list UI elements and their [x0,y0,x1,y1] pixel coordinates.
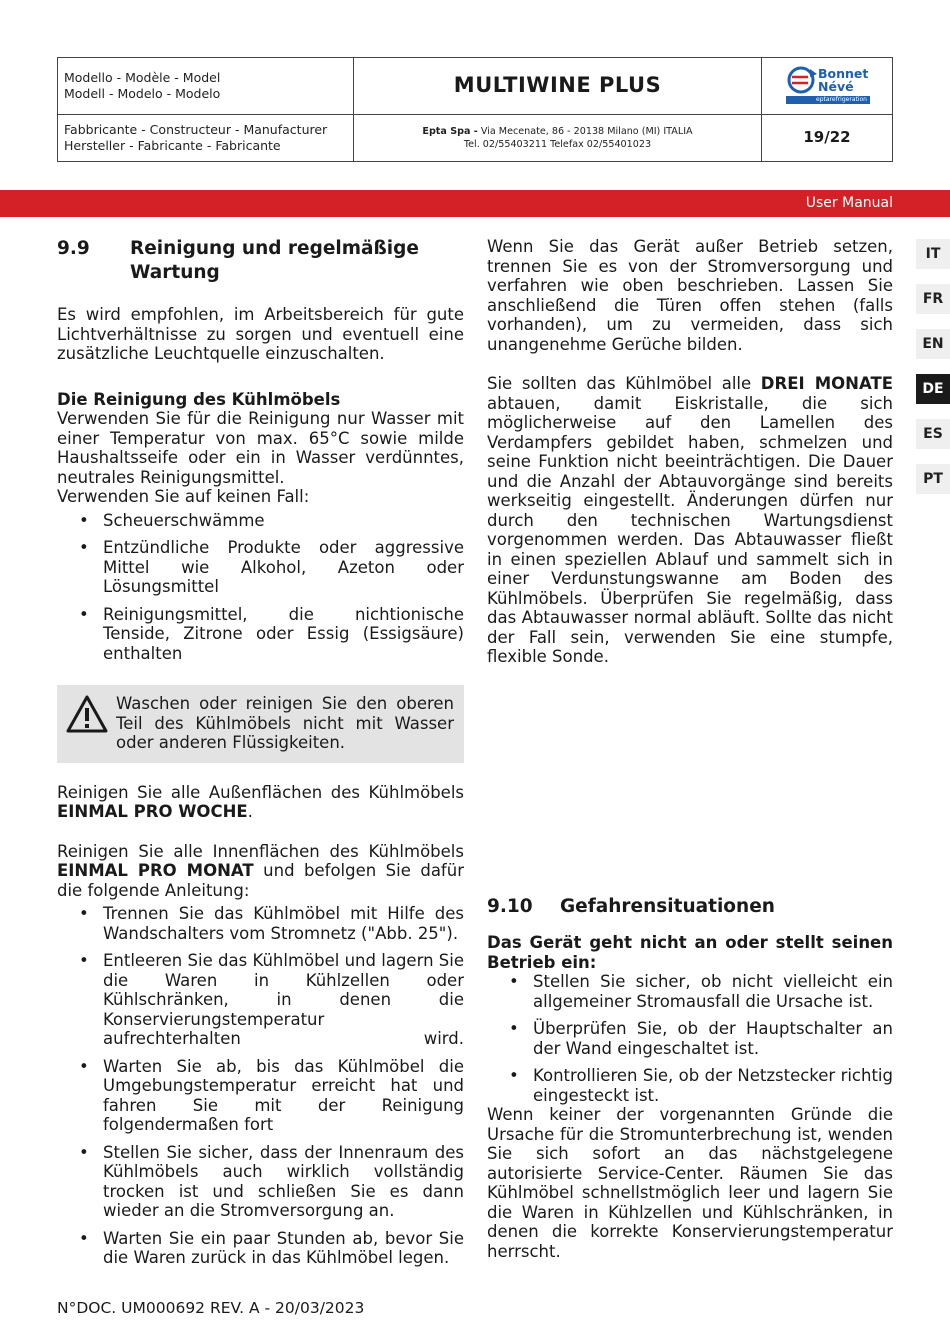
shutdown-paragraph: Wenn Sie das Gerät außer Betrieb setzen, trennen Sie es von der Stromversorgung und verfahren wie oben beschrieben. Lassen Sie anschließend die Türen offen stehen (falls vorhanden), um zu vermeiden, dass sich unangenehme Gerüche bilden. [487,237,893,354]
list-item: • Stellen Sie sicher, ob nicht vielleicht ein allgemeiner Stromausfall die Ursache ist. [487,972,893,1011]
list-item: • Reinigungsmittel, die nichtionische Tenside, Zitrone oder Essig (Essigsäure) enthalten [57,605,464,664]
right-column [487,237,893,667]
monthly-cleaning-paragraph: Reinigen Sie alle Innenflächen des Kühlmöbels EINMAL PRO MONAT und befolgen Sie dafür die folgende Anleitung: [57,841,464,900]
list-item: • Überprüfen Sie, ob der Hauptschalter an der Wand eingeschaltet ist. [487,1019,893,1058]
list-item: • Entleeren Sie das Kühlmöbel und lagern Sie die Waren in Kühlzellen oder Kühlschränken, in denen die Konservierungstemperatur aufrechterhalten wird. [57,951,464,1049]
lang-tab-fr[interactable]: FR [916,284,950,314]
page-number: 19/22 [803,128,851,146]
section-heading-9-9: 9.9 Reinigung und regelmäßige Wartung [57,238,419,283]
model-label: Modello - Modèle - Model Modell - Modelo - Modelo [64,70,221,101]
manufacturer-label: Fabbricante - Constructeur - Manufacturer Hersteller - Fabricante - Fabricante [64,122,328,153]
lang-tab-es[interactable]: ES [916,419,950,449]
check-list [487,972,893,1105]
lang-tab-de[interactable]: DE [916,374,950,404]
section-band [0,190,950,217]
user-manual-label: User Manual [805,195,893,211]
list-item: • Trennen Sie das Kühlmöbel mit Hilfe des Wandschalters vom Stromnetz ("Abb. 25"). [57,904,464,943]
weekly-cleaning-paragraph: Reinigen Sie alle Außenflächen des Kühlmöbels EINMAL PRO WOCHE. [57,782,464,821]
device-failure-subheading: Das Gerät geht nicht an oder stellt seinen Betrieb ein: [487,933,893,972]
warning-box [57,685,464,763]
lang-tab-pt[interactable]: PT [916,464,950,494]
cleaning-steps-list [57,904,464,1268]
list-item: • Entzündliche Produkte oder aggressive Mittel wie Alkohol, Azeton oder Lösungsmittel [57,538,464,597]
closing-paragraph: Wenn keiner der vorgenannten Gründe die Ursache für die Stromunterbrechung ist, wenden Sie sich sofort an das nächstgelegene autorisierte Service-Center. Räumen Sie das Kühlmöbel schnellstmöglich leer und lagern Sie die Waren in Kühlzellen und Kühlschränken, in denen die korrekte Konservierungstemperatur herrscht. [487,1105,893,1261]
list-item: • Kontrollieren Sie, ob der Netzstecker richtig eingesteckt ist. [487,1066,893,1105]
cleaning-paragraph: Verwenden Sie für die Reinigung nur Wasser mit einer Temperatur von max. 65°C sowie milde Haushaltsseife oder ein in Wasser verdünntes, neutrales Reinigungsmittel. [57,409,464,487]
manufacturer-address: Epta Spa - Via Mecenate, 86 - 20138 Milano (MI) ITALIA Tel. 02/55403211 Telefax 02/55401023 [422,126,693,150]
never-use-list [57,511,464,664]
lang-tab-en[interactable]: EN [916,329,950,359]
defrost-paragraph: Sie sollten das Kühlmöbel alle DREI MONATE abtauen, damit Eiskristalle, die sich möglicherweise auf den Lamellen des Verdampfers gebildet haben, schmelzen und seine Funktion nicht beeinträchtigen. Die Dauer und die Anzahl der Abtauvorgänge sind bereits werkseitig eingestellt. Änderungen dürfen nur durch den technischen Wartungsdienst vorgenommen werden. Das Abtauwasser fließt in einen speziellen Ablauf und sammelt sich in einer Verdunstungswanne am Boden des Kühlmöbels. Überprüfen Sie regelmäßig, dass das Abtauwasser normal abläuft. Sollte das nicht der Fall sein, verwenden Sie eine stumpfe, flexible Sonde. [487,374,894,666]
section-heading-9-10: 9.10 Gefahrensituationen [487,896,775,917]
warning-text: Waschen oder reinigen Sie den oberen Teil des Kühlmöbels nicht mit Wasser oder anderen Flüssigkeiten. [116,694,454,752]
document-header-table [57,57,893,162]
lang-tab-it[interactable]: IT [916,239,950,269]
never-use-label: Verwenden Sie auf keinen Fall: [57,487,310,506]
euro-globe-icon [786,65,820,95]
bonnet-neve-logo: Bonnet Névé eptarefrigeration [782,64,874,108]
list-item: • Warten Sie ab, bis das Kühlmöbel die Umgebungstemperatur erreicht hat und fahren Sie mit der Reinigung folgendermaßen fort [57,1057,464,1135]
right-column-lower [487,895,893,1261]
cleaning-subheading: Die Reinigung des Kühlmöbels [57,389,341,409]
list-item: • Warten Sie ein paar Stunden ab, bevor Sie die Waren zurück in das Kühlmöbel legen. [57,1229,464,1268]
list-item: • Scheuerschwämme [57,511,464,531]
document-footer: N°DOC. UM000692 REV. A - 20/03/2023 [57,1299,365,1317]
warning-triangle-icon [65,694,109,734]
product-title: MULTIWINE PLUS [453,73,662,97]
list-item: • Stellen Sie sicher, dass der Innenraum des Kühlmöbels auch wirklich vollständig trocken ist und schließen Sie es dann wieder an die Stromversorgung an. [57,1143,464,1221]
left-column [57,237,464,1276]
intro-paragraph: Es wird empfohlen, im Arbeitsbereich für gute Lichtverhältnisse zu sorgen und eventuell eine zusätzliche Leuchtquelle einzuschalten. [57,305,464,363]
